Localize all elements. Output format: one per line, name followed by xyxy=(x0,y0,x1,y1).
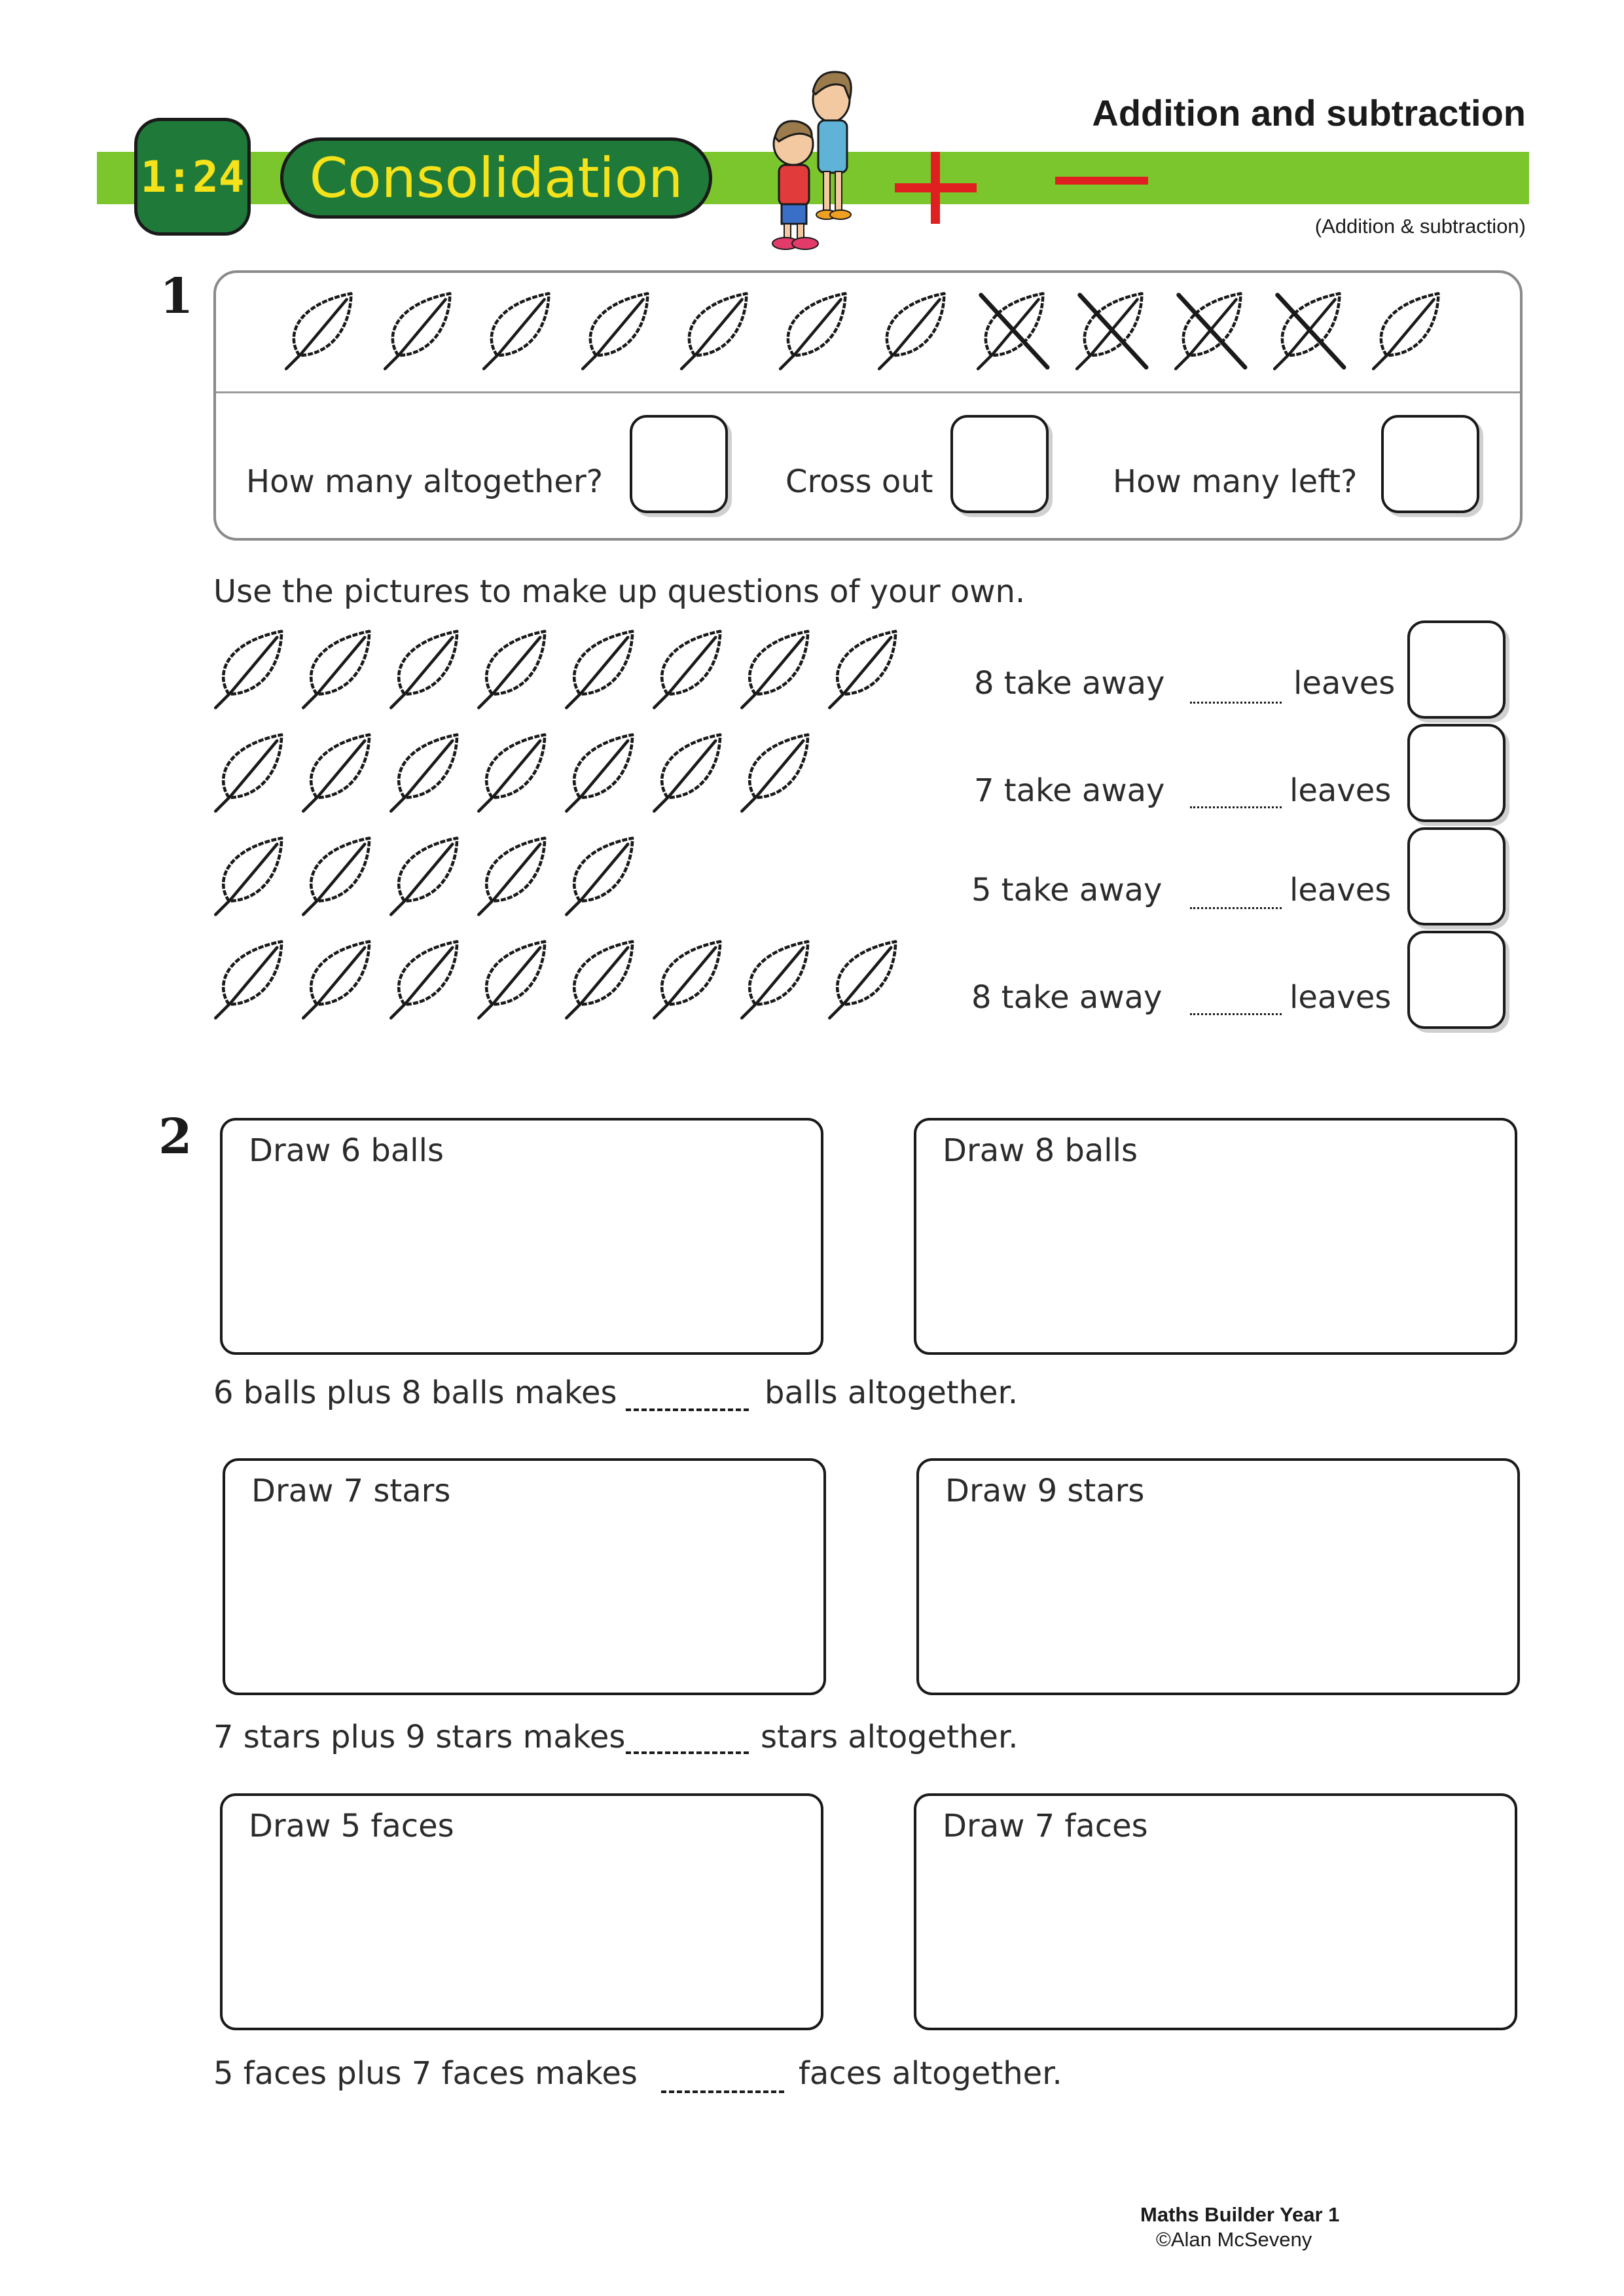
row-3-end: leaves xyxy=(1290,872,1392,908)
lesson-title: Consolidation xyxy=(309,146,683,210)
leaf-icon xyxy=(737,628,816,711)
minus-symbol-icon xyxy=(1055,177,1148,185)
leaf-icon xyxy=(562,732,640,814)
leaf-icon xyxy=(211,939,289,1021)
sentence-stars-end: stars altogether. xyxy=(761,1719,1019,1755)
row-3-answer-box[interactable] xyxy=(1407,827,1506,925)
crossed-leaf-icon xyxy=(1171,291,1248,372)
subtopic-heading: (Addition & subtraction) xyxy=(1314,215,1526,238)
leaf-icon xyxy=(386,939,465,1021)
prompt-cross-out: Cross out xyxy=(785,463,933,500)
row-4-blank[interactable] xyxy=(1190,1013,1282,1015)
leaf-icon xyxy=(474,939,552,1021)
draw-box-label: Draw 8 balls xyxy=(943,1132,1138,1169)
leaf-icon xyxy=(562,628,640,711)
leaf-icon xyxy=(380,291,458,372)
prompt-how-many-left: How many left? xyxy=(1113,463,1358,500)
row-4-end: leaves xyxy=(1290,979,1392,1016)
lesson-number-badge xyxy=(134,118,251,236)
row-3-blank[interactable] xyxy=(1190,907,1282,909)
leaf-icon xyxy=(386,732,465,814)
leaf-icon xyxy=(825,628,903,711)
topic-heading: Addition and subtraction xyxy=(1092,92,1526,134)
blank-faces-total[interactable] xyxy=(661,2090,784,2093)
row-1-answer-box[interactable] xyxy=(1407,620,1506,719)
leaf-icon xyxy=(649,628,728,711)
row-3-start: 5 take away xyxy=(971,872,1163,908)
draw-box-label: Draw 7 faces xyxy=(943,1808,1148,1844)
leaf-icon xyxy=(649,732,728,814)
leaf-icon xyxy=(578,291,655,372)
sentence-balls-end: balls altogether. xyxy=(765,1374,1019,1411)
leaf-icon xyxy=(479,291,556,372)
leaf-icon xyxy=(211,732,289,814)
leaf-icon xyxy=(298,732,377,814)
draw-box-label: Draw 5 faces xyxy=(249,1808,454,1844)
sentence-stars-start: 7 stars plus 9 stars makes xyxy=(213,1719,626,1755)
leaf-icon xyxy=(776,291,853,372)
row-2-answer-box[interactable] xyxy=(1407,724,1506,822)
sentence-faces-end: faces altogether. xyxy=(799,2055,1062,2092)
draw-box-9-stars[interactable] xyxy=(916,1458,1520,1695)
draw-box-5-faces[interactable] xyxy=(220,1793,823,2030)
leaf-icon xyxy=(649,939,728,1021)
sentence-balls-start: 6 balls plus 8 balls makes xyxy=(213,1374,617,1411)
leaf-icon xyxy=(562,939,640,1021)
footer-copyright: ©Alan McSeveny xyxy=(1156,2228,1312,2251)
prompt-how-many-altogether: How many altogether? xyxy=(246,463,604,500)
row-1-start: 8 take away xyxy=(974,665,1165,702)
leaf-icon xyxy=(562,835,640,918)
draw-box-7-stars[interactable] xyxy=(223,1458,826,1695)
leaf-icon xyxy=(825,939,903,1021)
plus-symbol-icon xyxy=(892,152,983,224)
panel-divider xyxy=(216,391,1520,393)
question-1-number: 1 xyxy=(160,268,194,325)
leaf-icon xyxy=(298,628,377,711)
row-2-end: leaves xyxy=(1290,772,1392,809)
leaf-icon xyxy=(875,291,952,372)
leaf-icon xyxy=(281,291,359,372)
crossed-leaf-icon xyxy=(973,291,1051,372)
row-4-start: 8 take away xyxy=(971,979,1163,1016)
answer-box-cross-out[interactable] xyxy=(950,415,1049,513)
leaf-icon xyxy=(298,939,377,1021)
answer-box-left[interactable] xyxy=(1381,415,1479,513)
leaf-icon xyxy=(211,835,289,918)
leaf-icon xyxy=(298,835,377,918)
draw-box-label: Draw 9 stars xyxy=(945,1473,1145,1509)
crossed-leaf-icon xyxy=(1072,291,1149,372)
sentence-faces-start: 5 faces plus 7 faces makes xyxy=(213,2055,638,2092)
row-1-blank[interactable] xyxy=(1190,702,1282,704)
leaf-icon xyxy=(737,939,816,1021)
leaf-icon xyxy=(737,732,816,814)
leaf-icon xyxy=(474,835,552,918)
answer-box-altogether[interactable] xyxy=(630,415,728,513)
row-2-start: 7 take away xyxy=(974,772,1165,809)
draw-box-label: Draw 6 balls xyxy=(249,1132,444,1169)
leaf-icon xyxy=(386,835,465,918)
leaf-icon xyxy=(474,732,552,814)
leaf-icon xyxy=(211,628,289,711)
question-2-number: 2 xyxy=(158,1109,192,1165)
crossed-leaf-icon xyxy=(1270,291,1347,372)
row-4-answer-box[interactable] xyxy=(1407,931,1506,1029)
children-illustration xyxy=(753,60,877,257)
footer-book-title: Maths Builder Year 1 xyxy=(1140,2203,1340,2226)
blank-stars-total[interactable] xyxy=(626,1751,749,1754)
lesson-number: 1:24 xyxy=(140,151,245,202)
blank-balls-total[interactable] xyxy=(626,1408,749,1411)
leaf-icon xyxy=(1369,291,1446,372)
leaf-icon xyxy=(677,291,754,372)
lesson-title-pill xyxy=(280,137,712,219)
question-1-instruction: Use the pictures to make up questions of your own. xyxy=(213,573,1026,610)
draw-box-7-faces[interactable] xyxy=(914,1793,1517,2030)
draw-box-6-balls[interactable] xyxy=(220,1118,823,1355)
leaf-icon xyxy=(474,628,552,711)
leaf-icon xyxy=(386,628,465,711)
draw-box-8-balls[interactable] xyxy=(914,1118,1517,1355)
draw-box-label: Draw 7 stars xyxy=(251,1473,451,1509)
row-1-end: leaves xyxy=(1293,665,1396,702)
row-2-blank[interactable] xyxy=(1190,806,1282,808)
